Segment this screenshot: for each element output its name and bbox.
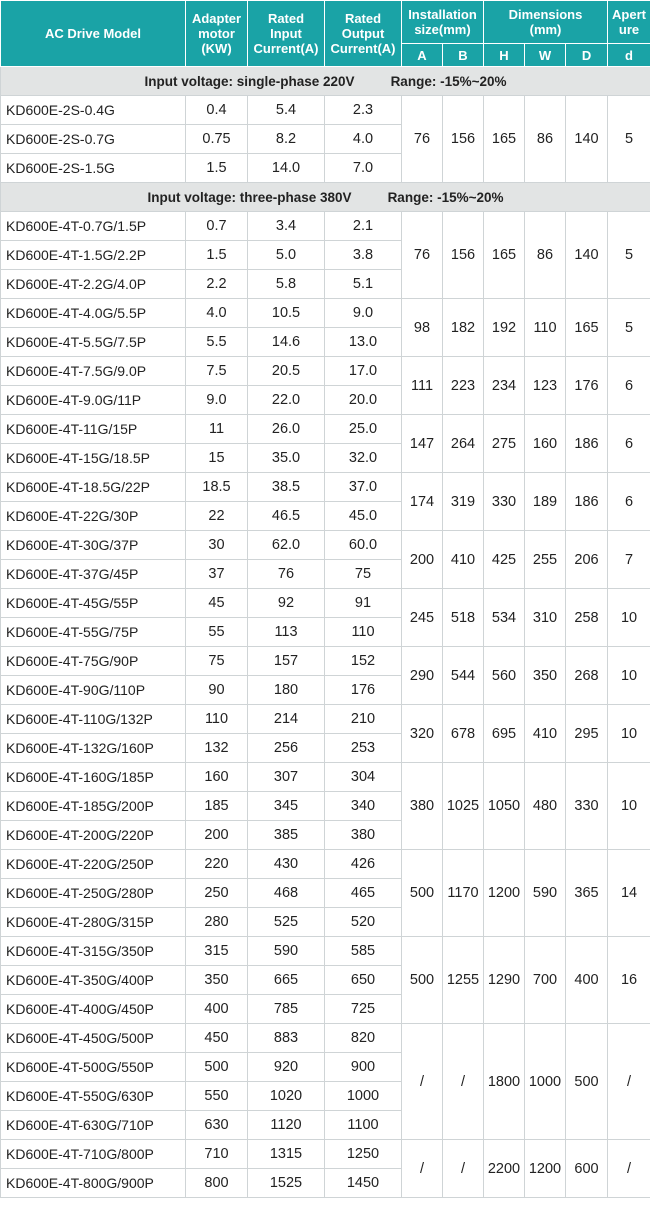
model-cell: KD600E-2S-0.4G [1, 96, 186, 125]
header-output-line: Output [341, 26, 385, 41]
table-header [1, 1, 650, 67]
motor-kw-cell: 800 [186, 1169, 248, 1198]
dim-d-cell: 600 [566, 1140, 608, 1198]
input-current-cell: 345 [248, 792, 325, 821]
model-cell: KD600E-4T-90G/110P [1, 676, 186, 705]
output-current-cell: 426 [325, 850, 402, 879]
aperture-cell: 10 [608, 589, 650, 647]
output-current-cell: 7.0 [325, 154, 402, 183]
output-current-cell: 520 [325, 908, 402, 937]
install-a-cell: 174 [402, 473, 443, 531]
header-b: B [443, 44, 484, 67]
motor-kw-cell: 55 [186, 618, 248, 647]
header-installation-size [402, 1, 484, 44]
model-cell: KD600E-4T-55G/75P [1, 618, 186, 647]
model-cell: KD600E-2S-1.5G [1, 154, 186, 183]
dim-w-cell: 700 [525, 937, 566, 1024]
output-current-cell: 725 [325, 995, 402, 1024]
output-current-cell: 2.1 [325, 212, 402, 241]
header-motor-line: motor [198, 26, 235, 41]
header-dims-line: (mm) [529, 22, 562, 37]
input-current-cell: 46.5 [248, 502, 325, 531]
install-b-cell: 182 [443, 299, 484, 357]
input-current-cell: 5.8 [248, 270, 325, 299]
motor-kw-cell: 400 [186, 995, 248, 1024]
input-current-cell: 1020 [248, 1082, 325, 1111]
motor-kw-cell: 90 [186, 676, 248, 705]
input-current-cell: 256 [248, 734, 325, 763]
model-cell: KD600E-4T-160G/185P [1, 763, 186, 792]
dim-h-cell: 425 [484, 531, 525, 589]
motor-kw-cell: 250 [186, 879, 248, 908]
aperture-cell: 14 [608, 850, 650, 937]
output-current-cell: 91 [325, 589, 402, 618]
dim-w-cell: 350 [525, 647, 566, 705]
input-current-cell: 883 [248, 1024, 325, 1053]
output-current-cell: 304 [325, 763, 402, 792]
output-current-cell: 37.0 [325, 473, 402, 502]
table-row [1, 531, 650, 560]
motor-kw-cell: 37 [186, 560, 248, 589]
input-current-cell: 38.5 [248, 473, 325, 502]
aperture-cell: / [608, 1024, 650, 1140]
dim-d-cell: 140 [566, 96, 608, 183]
header-model: AC Drive Model [1, 1, 186, 67]
header-input-current [248, 1, 325, 67]
output-current-cell: 13.0 [325, 328, 402, 357]
dim-w-cell: 110 [525, 299, 566, 357]
dim-h-cell: 1290 [484, 937, 525, 1024]
input-current-cell: 307 [248, 763, 325, 792]
input-current-cell: 920 [248, 1053, 325, 1082]
model-cell: KD600E-4T-4.0G/5.5P [1, 299, 186, 328]
table-row [1, 96, 650, 125]
table-row [1, 1024, 650, 1053]
input-current-cell: 5.4 [248, 96, 325, 125]
dim-d-cell: 206 [566, 531, 608, 589]
install-b-cell: / [443, 1024, 484, 1140]
input-current-cell: 1120 [248, 1111, 325, 1140]
header-input-line: Current(A) [253, 41, 319, 56]
model-cell: KD600E-4T-350G/400P [1, 966, 186, 995]
aperture-cell: 10 [608, 763, 650, 850]
model-cell: KD600E-4T-185G/200P [1, 792, 186, 821]
motor-kw-cell: 160 [186, 763, 248, 792]
dim-d-cell: 500 [566, 1024, 608, 1140]
model-cell: KD600E-4T-710G/800P [1, 1140, 186, 1169]
install-b-cell: 156 [443, 96, 484, 183]
input-current-cell: 468 [248, 879, 325, 908]
header-install-line: size(mm) [414, 22, 471, 37]
output-current-cell: 32.0 [325, 444, 402, 473]
input-current-cell: 22.0 [248, 386, 325, 415]
model-cell: KD600E-4T-500G/550P [1, 1053, 186, 1082]
motor-kw-cell: 185 [186, 792, 248, 821]
install-a-cell: 500 [402, 850, 443, 937]
model-cell: KD600E-4T-22G/30P [1, 502, 186, 531]
motor-kw-cell: 18.5 [186, 473, 248, 502]
install-b-cell: 678 [443, 705, 484, 763]
install-b-cell: 156 [443, 212, 484, 299]
table-row [1, 299, 650, 328]
dim-d-cell: 186 [566, 473, 608, 531]
table-row [1, 1140, 650, 1169]
voltage-label: Input voltage: three-phase 380V [147, 189, 352, 205]
output-current-cell: 5.1 [325, 270, 402, 299]
input-current-cell: 157 [248, 647, 325, 676]
input-current-cell: 62.0 [248, 531, 325, 560]
output-current-cell: 75 [325, 560, 402, 589]
output-current-cell: 60.0 [325, 531, 402, 560]
dim-w-cell: 86 [525, 96, 566, 183]
input-current-cell: 10.5 [248, 299, 325, 328]
motor-kw-cell: 2.2 [186, 270, 248, 299]
input-current-cell: 785 [248, 995, 325, 1024]
motor-kw-cell: 630 [186, 1111, 248, 1140]
motor-kw-cell: 710 [186, 1140, 248, 1169]
motor-kw-cell: 9.0 [186, 386, 248, 415]
model-cell: KD600E-4T-37G/45P [1, 560, 186, 589]
output-current-cell: 20.0 [325, 386, 402, 415]
dim-h-cell: 1050 [484, 763, 525, 850]
install-a-cell: / [402, 1024, 443, 1140]
dim-w-cell: 410 [525, 705, 566, 763]
input-current-cell: 14.6 [248, 328, 325, 357]
dim-w-cell: 480 [525, 763, 566, 850]
dim-w-cell: 590 [525, 850, 566, 937]
aperture-cell: 5 [608, 299, 650, 357]
aperture-cell: 16 [608, 937, 650, 1024]
output-current-cell: 210 [325, 705, 402, 734]
dim-w-cell: 160 [525, 415, 566, 473]
dim-d-cell: 295 [566, 705, 608, 763]
dim-d-cell: 176 [566, 357, 608, 415]
motor-kw-cell: 350 [186, 966, 248, 995]
motor-kw-cell: 5.5 [186, 328, 248, 357]
input-current-cell: 113 [248, 618, 325, 647]
output-current-cell: 2.3 [325, 96, 402, 125]
motor-kw-cell: 132 [186, 734, 248, 763]
header-aperture-line: ure [618, 22, 640, 37]
input-current-cell: 1525 [248, 1169, 325, 1198]
install-b-cell: 223 [443, 357, 484, 415]
header-h: H [484, 44, 525, 67]
motor-kw-cell: 1.5 [186, 154, 248, 183]
dim-h-cell: 560 [484, 647, 525, 705]
dim-d-cell: 258 [566, 589, 608, 647]
install-a-cell: 98 [402, 299, 443, 357]
aperture-cell: 10 [608, 705, 650, 763]
header-dimensions [484, 1, 608, 44]
model-cell: KD600E-2S-0.7G [1, 125, 186, 154]
install-a-cell: 147 [402, 415, 443, 473]
dim-h-cell: 330 [484, 473, 525, 531]
model-cell: KD600E-4T-11G/15P [1, 415, 186, 444]
install-a-cell: 290 [402, 647, 443, 705]
table-row [1, 357, 650, 386]
install-b-cell: 410 [443, 531, 484, 589]
input-current-cell: 76 [248, 560, 325, 589]
install-b-cell: 1170 [443, 850, 484, 937]
model-cell: KD600E-4T-30G/37P [1, 531, 186, 560]
motor-kw-cell: 500 [186, 1053, 248, 1082]
dim-d-cell: 140 [566, 212, 608, 299]
dim-d-cell: 165 [566, 299, 608, 357]
table-row [1, 212, 650, 241]
input-current-cell: 180 [248, 676, 325, 705]
output-current-cell: 3.8 [325, 241, 402, 270]
table-row [1, 937, 650, 966]
motor-kw-cell: 0.4 [186, 96, 248, 125]
install-b-cell: 264 [443, 415, 484, 473]
motor-kw-cell: 550 [186, 1082, 248, 1111]
motor-kw-cell: 200 [186, 821, 248, 850]
dim-h-cell: 234 [484, 357, 525, 415]
install-a-cell: / [402, 1140, 443, 1198]
header-aperture-d: d [608, 44, 650, 67]
header-output-current [325, 1, 402, 67]
dim-d-cell: 330 [566, 763, 608, 850]
output-current-cell: 1450 [325, 1169, 402, 1198]
dim-h-cell: 695 [484, 705, 525, 763]
input-current-cell: 214 [248, 705, 325, 734]
table-row [1, 473, 650, 502]
model-cell: KD600E-4T-9.0G/11P [1, 386, 186, 415]
header-a: A [402, 44, 443, 67]
voltage-group-heading [1, 67, 650, 96]
dim-w-cell: 189 [525, 473, 566, 531]
motor-kw-cell: 110 [186, 705, 248, 734]
output-current-cell: 25.0 [325, 415, 402, 444]
install-b-cell: 319 [443, 473, 484, 531]
model-cell: KD600E-4T-132G/160P [1, 734, 186, 763]
input-current-cell: 590 [248, 937, 325, 966]
output-current-cell: 1250 [325, 1140, 402, 1169]
output-current-cell: 9.0 [325, 299, 402, 328]
input-current-cell: 385 [248, 821, 325, 850]
header-motor [186, 1, 248, 67]
model-cell: KD600E-4T-1.5G/2.2P [1, 241, 186, 270]
dim-d-cell: 400 [566, 937, 608, 1024]
install-a-cell: 380 [402, 763, 443, 850]
input-current-cell: 665 [248, 966, 325, 995]
header-dims-line: Dimensions [508, 7, 583, 22]
motor-kw-cell: 0.75 [186, 125, 248, 154]
model-cell: KD600E-4T-800G/900P [1, 1169, 186, 1198]
model-cell: KD600E-4T-2.2G/4.0P [1, 270, 186, 299]
header-w: W [525, 44, 566, 67]
output-current-cell: 45.0 [325, 502, 402, 531]
output-current-cell: 4.0 [325, 125, 402, 154]
motor-kw-cell: 7.5 [186, 357, 248, 386]
table-row [1, 415, 650, 444]
dim-w-cell: 310 [525, 589, 566, 647]
voltage-group-row [1, 67, 650, 96]
input-current-cell: 1315 [248, 1140, 325, 1169]
output-current-cell: 1100 [325, 1111, 402, 1140]
aperture-cell: 7 [608, 531, 650, 589]
install-b-cell: 518 [443, 589, 484, 647]
motor-kw-cell: 30 [186, 531, 248, 560]
header-d: D [566, 44, 608, 67]
install-a-cell: 500 [402, 937, 443, 1024]
voltage-group-row [1, 183, 650, 212]
motor-kw-cell: 0.7 [186, 212, 248, 241]
aperture-cell: 10 [608, 647, 650, 705]
install-a-cell: 245 [402, 589, 443, 647]
input-current-cell: 8.2 [248, 125, 325, 154]
motor-kw-cell: 4.0 [186, 299, 248, 328]
output-current-cell: 152 [325, 647, 402, 676]
install-a-cell: 320 [402, 705, 443, 763]
input-current-cell: 92 [248, 589, 325, 618]
output-current-cell: 17.0 [325, 357, 402, 386]
motor-kw-cell: 45 [186, 589, 248, 618]
motor-kw-cell: 15 [186, 444, 248, 473]
aperture-cell: 6 [608, 415, 650, 473]
header-output-line: Rated [344, 11, 382, 26]
output-current-cell: 253 [325, 734, 402, 763]
model-cell: KD600E-4T-400G/450P [1, 995, 186, 1024]
dim-h-cell: 192 [484, 299, 525, 357]
voltage-range: Range: -15%~20% [390, 73, 507, 89]
header-motor-line: Adapter [191, 11, 242, 26]
motor-kw-cell: 75 [186, 647, 248, 676]
model-cell: KD600E-4T-200G/220P [1, 821, 186, 850]
dim-h-cell: 2200 [484, 1140, 525, 1198]
dim-w-cell: 1000 [525, 1024, 566, 1140]
table-row [1, 647, 650, 676]
output-current-cell: 110 [325, 618, 402, 647]
table-body [1, 67, 650, 1198]
dim-w-cell: 1200 [525, 1140, 566, 1198]
input-current-cell: 35.0 [248, 444, 325, 473]
output-current-cell: 340 [325, 792, 402, 821]
dim-w-cell: 86 [525, 212, 566, 299]
aperture-cell: 6 [608, 473, 650, 531]
model-cell: KD600E-4T-5.5G/7.5P [1, 328, 186, 357]
dim-h-cell: 1800 [484, 1024, 525, 1140]
motor-kw-cell: 1.5 [186, 241, 248, 270]
dim-w-cell: 123 [525, 357, 566, 415]
model-cell: KD600E-4T-250G/280P [1, 879, 186, 908]
motor-kw-cell: 11 [186, 415, 248, 444]
model-cell: KD600E-4T-110G/132P [1, 705, 186, 734]
install-a-cell: 200 [402, 531, 443, 589]
voltage-label: Input voltage: single-phase 220V [144, 73, 355, 89]
input-current-cell: 14.0 [248, 154, 325, 183]
output-current-cell: 820 [325, 1024, 402, 1053]
output-current-cell: 1000 [325, 1082, 402, 1111]
aperture-cell: / [608, 1140, 650, 1198]
aperture-cell: 5 [608, 96, 650, 183]
header-input-line: Input [270, 26, 302, 41]
model-cell: KD600E-4T-315G/350P [1, 937, 186, 966]
model-cell: KD600E-4T-450G/500P [1, 1024, 186, 1053]
model-cell: KD600E-4T-220G/250P [1, 850, 186, 879]
model-cell: KD600E-4T-18.5G/22P [1, 473, 186, 502]
dim-h-cell: 275 [484, 415, 525, 473]
input-current-cell: 26.0 [248, 415, 325, 444]
voltage-range: Range: -15%~20% [387, 189, 504, 205]
input-current-cell: 525 [248, 908, 325, 937]
output-current-cell: 585 [325, 937, 402, 966]
header-motor-line: (KW) [201, 41, 232, 56]
install-a-cell: 76 [402, 212, 443, 299]
input-current-cell: 430 [248, 850, 325, 879]
motor-kw-cell: 22 [186, 502, 248, 531]
header-output-line: Current(A) [330, 41, 396, 56]
output-current-cell: 465 [325, 879, 402, 908]
output-current-cell: 900 [325, 1053, 402, 1082]
motor-kw-cell: 450 [186, 1024, 248, 1053]
model-cell: KD600E-4T-280G/315P [1, 908, 186, 937]
model-cell: KD600E-4T-7.5G/9.0P [1, 357, 186, 386]
install-b-cell: 544 [443, 647, 484, 705]
model-cell: KD600E-4T-0.7G/1.5P [1, 212, 186, 241]
model-cell: KD600E-4T-550G/630P [1, 1082, 186, 1111]
install-a-cell: 76 [402, 96, 443, 183]
header-aperture [608, 1, 650, 44]
model-cell: KD600E-4T-630G/710P [1, 1111, 186, 1140]
table-row [1, 850, 650, 879]
input-current-cell: 3.4 [248, 212, 325, 241]
input-current-cell: 20.5 [248, 357, 325, 386]
install-b-cell: 1255 [443, 937, 484, 1024]
output-current-cell: 176 [325, 676, 402, 705]
dim-d-cell: 365 [566, 850, 608, 937]
dim-d-cell: 268 [566, 647, 608, 705]
model-cell: KD600E-4T-75G/90P [1, 647, 186, 676]
install-b-cell: 1025 [443, 763, 484, 850]
output-current-cell: 650 [325, 966, 402, 995]
input-current-cell: 5.0 [248, 241, 325, 270]
dim-h-cell: 165 [484, 212, 525, 299]
table-row [1, 589, 650, 618]
install-b-cell: / [443, 1140, 484, 1198]
install-a-cell: 111 [402, 357, 443, 415]
model-cell: KD600E-4T-15G/18.5P [1, 444, 186, 473]
header-aperture-line: Apert [612, 7, 646, 22]
motor-kw-cell: 220 [186, 850, 248, 879]
motor-kw-cell: 280 [186, 908, 248, 937]
dim-h-cell: 165 [484, 96, 525, 183]
model-cell: KD600E-4T-45G/55P [1, 589, 186, 618]
header-install-line: Installation [408, 7, 477, 22]
dim-w-cell: 255 [525, 531, 566, 589]
voltage-group-heading [1, 183, 650, 212]
dim-h-cell: 1200 [484, 850, 525, 937]
aperture-cell: 6 [608, 357, 650, 415]
header-input-line: Rated [267, 11, 305, 26]
dim-d-cell: 186 [566, 415, 608, 473]
aperture-cell: 5 [608, 212, 650, 299]
table-row [1, 705, 650, 734]
motor-kw-cell: 315 [186, 937, 248, 966]
dim-h-cell: 534 [484, 589, 525, 647]
output-current-cell: 380 [325, 821, 402, 850]
table-row [1, 763, 650, 792]
